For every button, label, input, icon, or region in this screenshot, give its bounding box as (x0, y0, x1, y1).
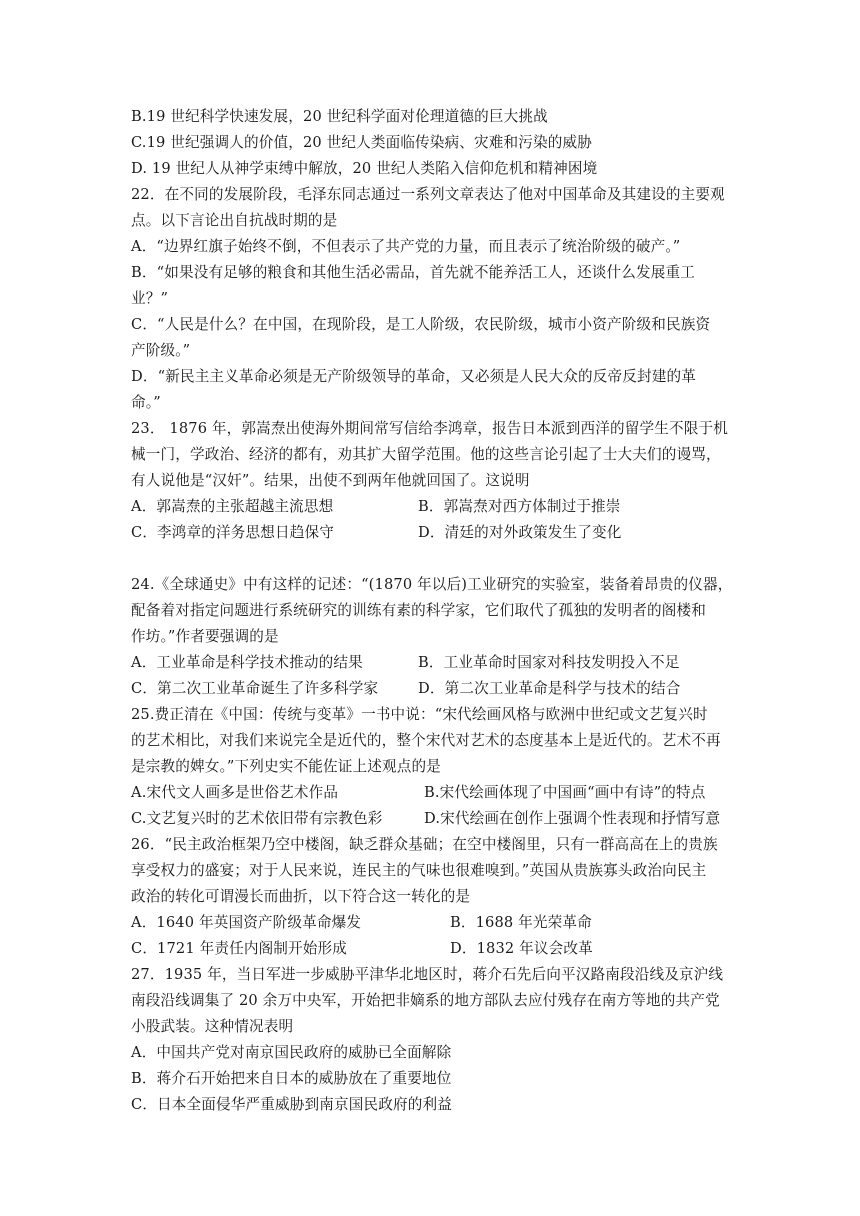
q22-option-b-line-1: B．“如果没有足够的粮食和其他生活必需品，首先就不能养活工人，还谈什么发展重工 (131, 264, 696, 281)
q23-stem-line-2: 械一门，学政治、经济的都有，劝其扩大留学范围。他的这些言论引起了士大夫们的谩骂， (131, 446, 721, 463)
q26-option-c: C．1721 年责任内阁制开始形成 (131, 940, 348, 957)
q24-option-d: D．第二次工业革命是科学与技术的结合 (418, 680, 681, 697)
q26-option-b: B．1688 年光荣革命 (450, 914, 592, 931)
q26-option-a: A．1640 年英国资产阶级革命爆发 (131, 914, 362, 931)
q23-stem-line-3: 有人说他是“汉奸”。结果，出使不到两年他就回国了。这说明 (131, 472, 530, 489)
q26-stem-line-1: 26．“民主政治框架乃空中楼阁，缺乏群众基础；在空中楼阁里，只有一群高高在上的贵族 (131, 836, 718, 853)
q27-option-a: A．中国共产党对南京国民政府的威胁已全面解除 (131, 1044, 452, 1061)
q27-option-c: C．日本全面侵华严重威胁到南京国民政府的利益 (131, 1096, 452, 1113)
q22-option-c-line-2: 产阶级。” (131, 342, 191, 359)
q23-option-b: B．郭嵩焘对西方体制过于推崇 (418, 498, 621, 515)
q24-stem-line-2: 配备着对指定问题进行系统研究的训练有素的科学家，它们取代了孤独的发明者的阁楼和 (131, 602, 707, 619)
q25-option-b: B.宋代绘画体现了中国画“画中有诗”的特点 (424, 784, 706, 801)
q22-option-d-line-1: D．“新民主主义革命必须是无产阶级领导的革命，又必须是人民大众的反帝反封建的革 (131, 368, 696, 385)
q27-option-b: B．蒋介石开始把来自日本的威胁放在了重要地位 (131, 1070, 452, 1087)
q25-stem-line-3: 是宗教的婢女。”下列史实不能佐证上述观点的是 (131, 758, 441, 775)
q21-option-c: C.19 世纪强调人的价值，20 世纪人类面临传染病、灾难和污染的威胁 (131, 134, 592, 151)
q27-stem-line-3: 小股武装。这种情况表明 (131, 1018, 294, 1035)
q21-option-b: B.19 世纪科学快速发展，20 世纪科学面对伦理道德的巨大挑战 (131, 108, 548, 125)
q26-stem-line-3: 政治的转化可谓漫长而曲折，以下符合这一转化的是 (131, 888, 471, 905)
q23-option-a: A．郭嵩焘的主张超越主流思想 (131, 498, 334, 515)
q25-option-d: D.宋代绘画在创作上强调个性表现和抒情写意 (424, 810, 721, 827)
q25-option-a: A.宋代文人画多是世俗艺术作品 (131, 784, 339, 801)
q24-option-a: A．工业革命是科学技术推动的结果 (131, 654, 363, 671)
q27-stem-line-2: 南段沿线调集了 20 余万中央军，开始把非嫡系的地方部队去应付残存在南方等地的共产党 (131, 992, 720, 1009)
q21-option-d: D. 19 世纪人从神学束缚中解放，20 世纪人类陷入信仰危机和精神困境 (131, 160, 598, 177)
q22-option-c-line-1: C．“人民是什么？在中国，在现阶段，是工人阶级，农民阶级，城市小资产阶级和民族资 (131, 316, 711, 333)
q23-option-c: C．李鸿章的洋务思想日趋保守 (131, 524, 334, 541)
q23-stem-line-1: 23． 1876 年，郭嵩焘出使海外期间常写信给李鸿章，报告日本派到西洋的留学生不限于机 (131, 420, 728, 437)
q22-stem-line-2: 点。以下言论出自抗战时期的是 (131, 212, 338, 229)
q22-option-d-line-2: 命。” (131, 394, 161, 411)
q25-option-c: C.文艺复兴时的艺术依旧带有宗教色彩 (131, 810, 383, 827)
q25-stem-line-2: 的艺术相比，对我们来说完全是近代的，整个宋代对艺术的态度基本上是近代的。艺术不再 (131, 732, 721, 749)
q23-option-d: D．清廷的对外政策发生了变化 (418, 524, 622, 541)
q22-stem-line-1: 22．在不同的发展阶段，毛泽东同志通过一系列文章表达了他对中国革命及其建设的主要观 (131, 186, 725, 203)
q24-stem-line-1: 24.《全球通史》中有这样的记述：“(1870 年以后)工业研究的实验室，装备着昂贵的仪器， (131, 576, 733, 593)
q24-stem-line-3: 作坊。”作者要强调的是 (131, 628, 279, 645)
q26-stem-line-2: 享受权力的盛宴；对于人民来说，连民主的气味也很难嗅到。”英国从贵族寡头政治向民主 (131, 862, 707, 879)
q24-option-c: C．第二次工业革命诞生了许多科学家 (131, 680, 379, 697)
q22-option-a: A．“边界红旗子始终不倒，不但表示了共产党的力量，而且表示了统治阶级的破产。” (131, 238, 681, 255)
q27-stem-line-1: 27．1935 年，当日军进一步威胁平津华北地区时，蒋介石先后向平汉路南段沿线及京沪线 (131, 966, 724, 983)
q22-option-b-line-2: 业？” (131, 290, 169, 307)
q25-stem-line-1: 25.费正清在《中国：传统与变革》一书中说：“宋代绘画风格与欧洲中世纪或文艺复兴时 (131, 706, 708, 723)
q26-option-d: D．1832 年议会改革 (450, 940, 593, 957)
q24-option-b: B．工业革命时国家对科技发明投入不足 (418, 654, 680, 671)
